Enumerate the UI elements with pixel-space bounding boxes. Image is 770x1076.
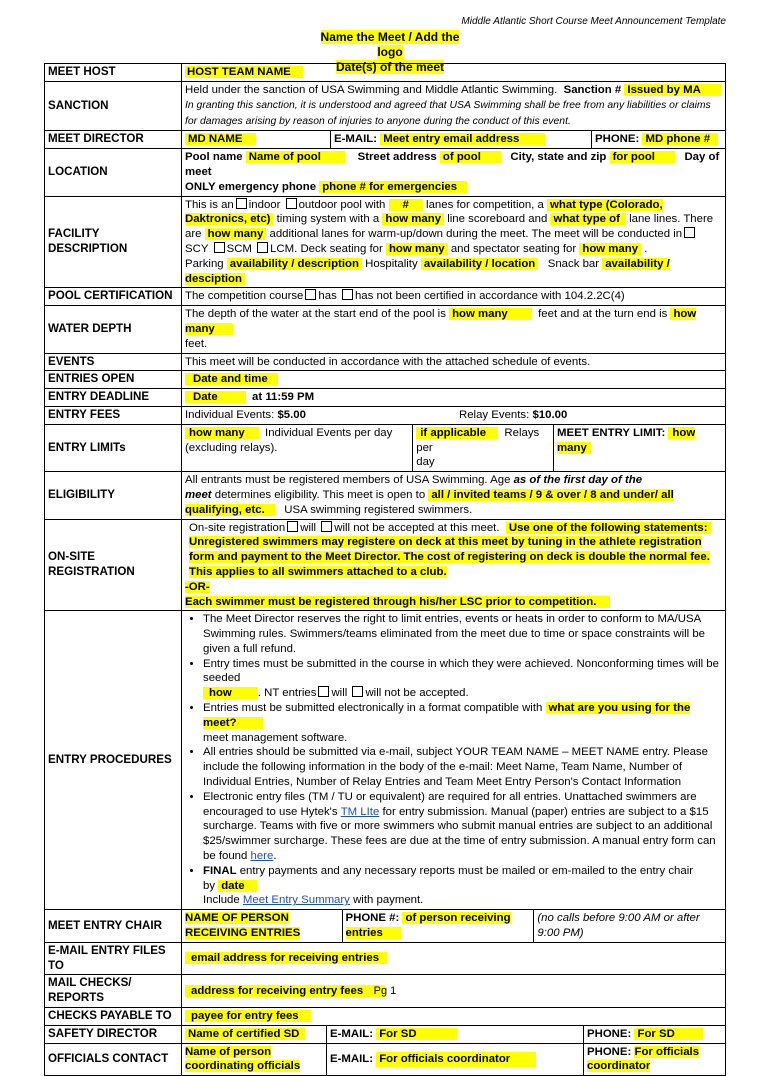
template-name: Middle Atlantic Short Course Meet Announcement Template	[461, 16, 726, 27]
procedure-item: • The Meet Director reserves the right to limit entries, events or heats in order to conform to MA/USA Swimming rules. Swimmers/teams eliminated from the meet due to time or space constraints will be given a full refund.	[203, 612, 722, 656]
value-water-depth: The depth of the water at the start end of the pool is how many feet and at the turn end is how many feet.	[182, 306, 726, 353]
label-entry-limits: ENTRY LIMITs	[45, 424, 182, 471]
row-pool-certification	[45, 288, 726, 306]
value-mail-checks: address for receiving entry fees	[182, 975, 726, 1008]
value-entry-fees: Individual Events: $5.00 Relay Events: $10.00	[182, 406, 726, 424]
value-onsite-registration: On-site registration will will not be accepted at this meet. Use one of the following statements: Unregistered swimmers may registere on deck at this meet by tuning in the athlete registration form and payment to the Meet Director. The cost of registering on deck is double the normal fee. This applies to all swimmers attached to a club. -OR- Each swimmer must be registered through his/her LSC prior to competition.	[182, 519, 726, 611]
label-location: LOCATION	[45, 149, 182, 196]
label-facility: FACILITY DESCRIPTION	[45, 196, 182, 288]
label-mail-checks: MAIL CHECKS/ REPORTS	[45, 975, 182, 1008]
label-events: EVENTS	[45, 353, 182, 371]
row-entries-open	[45, 371, 726, 389]
row-entry-chair	[45, 910, 726, 943]
value-safety-director: Name of certified SD E-MAIL: For SD PHONE: For SD	[182, 1025, 726, 1043]
meet-name-placeholder: Name the Meet / Add the logo	[320, 30, 460, 59]
lcm-checkbox[interactable]	[257, 242, 268, 253]
value-meet-director: MD NAME E-MAIL: Meet entry email address PHONE: MD phone #	[182, 131, 726, 149]
value-eligibility: All entrants must be registered members of USA Swimming. Age as of the first day of the meet determines eligibility. This meet is open to all / invited teams / 9 & over / 8 and under/ all qualifying, etc. USA swimming registered swimmers.	[182, 472, 726, 519]
row-entry-deadline	[45, 389, 726, 407]
label-checks-payable: CHECKS PAYABLE TO	[45, 1008, 182, 1026]
procedure-item: • Electronic entry files (TM / TU or equivalent) are required for all entries. Unattached swimmers are encouraged to use Hytek's TM LIte for entry submission. Manual (paper) entries are subject to a $15 surcharge. Teams with five or more swimmers who submit manual entries are subject to an additional $25/swimmer surcharge. These fees are due at the time of entry submission. A manual entry form can be found here.	[203, 790, 722, 864]
label-email-files: E-MAIL ENTRY FILES TO	[45, 942, 182, 975]
row-facility	[45, 196, 726, 288]
label-entry-chair: MEET ENTRY CHAIR	[45, 910, 182, 943]
scy-checkbox[interactable]	[684, 227, 695, 238]
label-entries-open: ENTRIES OPEN	[45, 371, 182, 389]
label-safety-director: SAFETY DIRECTOR	[45, 1025, 182, 1043]
value-entries-open: Date and time	[182, 371, 726, 389]
nt-will-checkbox[interactable]	[318, 686, 329, 697]
value-events: This meet will be conducted in accordance with the attached schedule of events.	[182, 353, 726, 371]
onsite-will-checkbox[interactable]	[287, 521, 298, 532]
nt-will-not-checkbox[interactable]	[352, 686, 363, 697]
label-pool-certification: POOL CERTIFICATION	[45, 288, 182, 306]
row-water-depth	[45, 306, 726, 353]
label-meet-host: MEET HOST	[45, 64, 182, 82]
label-entry-procedures: ENTRY PROCEDURES	[45, 611, 182, 910]
onsite-will-not-checkbox[interactable]	[321, 521, 332, 532]
tm-lite-link[interactable]: TM LIte	[340, 805, 380, 818]
value-email-files: email address for receiving entries	[182, 942, 726, 975]
value-meet-host: HOST TEAM NAME	[182, 64, 726, 82]
row-entry-procedures	[45, 611, 726, 910]
sanction-disclaimer: In granting this sanction, it is understood and agreed that USA Swimming shall be free from any liabilities or claims for damages arising by reason of injuries to anyone during the conduct of this event.	[185, 99, 711, 127]
meet-dates-placeholder: Date(s) of the meet	[335, 60, 445, 74]
value-sanction: Held under the sanction of USA Swimming and Middle Atlantic Swimming. Sanction # Issued by MA In granting this sanction, it is understood and agreed that USA Swimming shall be free from any liabilities or claims for damages arising by reason of injuries to anyone during the conduct of this event.	[182, 82, 726, 131]
label-water-depth: WATER DEPTH	[45, 306, 182, 353]
row-entry-fees	[45, 406, 726, 424]
indoor-checkbox[interactable]	[236, 198, 247, 209]
value-entry-chair: NAME OF PERSON RECEIVING ENTRIES PHONE #: of person receiving entries (no calls before 9:00 AM or after 9:00 PM)	[182, 910, 726, 943]
row-events	[45, 353, 726, 371]
row-email-files	[45, 942, 726, 975]
row-eligibility	[45, 472, 726, 519]
value-entry-deadline: Date at 11:59 PM	[182, 389, 726, 407]
meet-entry-summary-link[interactable]: Meet Entry Summary	[242, 894, 350, 907]
label-entry-fees: ENTRY FEES	[45, 406, 182, 424]
value-pool-certification: The competition course has has not been certified in accordance with 104.2.2C(4)	[182, 288, 726, 306]
value-officials-contact: Name of person coordinating officials E-MAIL: For officials coordinator PHONE: For officials coordinator	[182, 1043, 726, 1076]
row-meet-director	[45, 131, 726, 149]
row-officials-contact	[45, 1043, 726, 1076]
has-not-checkbox[interactable]	[342, 289, 353, 300]
label-officials-contact: OFFICIALS CONTACT	[45, 1043, 182, 1076]
row-onsite-registration	[45, 519, 726, 611]
label-meet-director: MEET DIRECTOR	[45, 131, 182, 149]
procedure-item: • Entries must be submitted electronically in a format compatible with what are you using for the meet? meet management software.	[203, 701, 722, 745]
value-facility: This is an indoor outdoor pool with # lanes for competition, a what type (Colorado, Daktronics, etc) timing system with a how many line scoreboard and what type of lane lines. There are how many additional lanes for warm-up/down during the meet. The meet will be conducted inSCY SCM LCM. Deck seating for how many and spectator seating for how many . Parking availability / description Hospitality availability / location Snack bar availability / desciption	[182, 196, 726, 288]
label-entry-deadline: ENTRY DEADLINE	[45, 389, 182, 407]
outdoor-checkbox[interactable]	[286, 198, 297, 209]
row-location	[45, 149, 726, 196]
label-onsite-registration: ON-SITE REGISTRATION	[45, 519, 182, 611]
meet-announcement-table	[44, 63, 726, 1076]
label-eligibility: ELIGIBILITY	[45, 472, 182, 519]
page-number: Pg 1	[373, 985, 397, 997]
row-checks-payable	[45, 1008, 726, 1026]
row-safety-director	[45, 1025, 726, 1043]
has-checkbox[interactable]	[305, 289, 316, 300]
row-entry-limits	[45, 424, 726, 471]
scm-checkbox[interactable]	[214, 242, 225, 253]
value-entry-limits: how many Individual Events per day (excluding relays). if applicable Relays per day MEET ENTRY LIMIT: how many	[182, 424, 726, 471]
value-entry-procedures	[182, 611, 726, 910]
procedure-item: • Entry times must be submitted in the course in which they were achieved. Nonconforming times will be seeded how . NT entries will will not be accepted.	[203, 657, 722, 701]
row-sanction	[45, 82, 726, 131]
procedure-item: • All entries should be submitted via e-mail, subject YOUR TEAM NAME – MEET NAME entry. Please include the following information in the body of the e-mail: Meet Name, Team Name, Number of Individual Entries, Number of Relay Entries and Team Meet Entry Person's Contact Information	[203, 745, 722, 789]
manual-entry-form-link[interactable]: here	[250, 850, 274, 863]
label-sanction: SANCTION	[45, 82, 182, 131]
row-meet-host	[45, 64, 726, 82]
procedure-item: • FINAL entry payments and any necessary reports must be mailed or em-mailed to the entry chair by date Include Meet Entry Summary with payment.	[203, 864, 722, 908]
value-location: Pool name Name of pool Street address of pool City, state and zip for pool Day of meet ONLY emergency phone phone # for emergencies	[182, 149, 726, 196]
value-checks-payable: payee for entry fees	[182, 1008, 726, 1026]
